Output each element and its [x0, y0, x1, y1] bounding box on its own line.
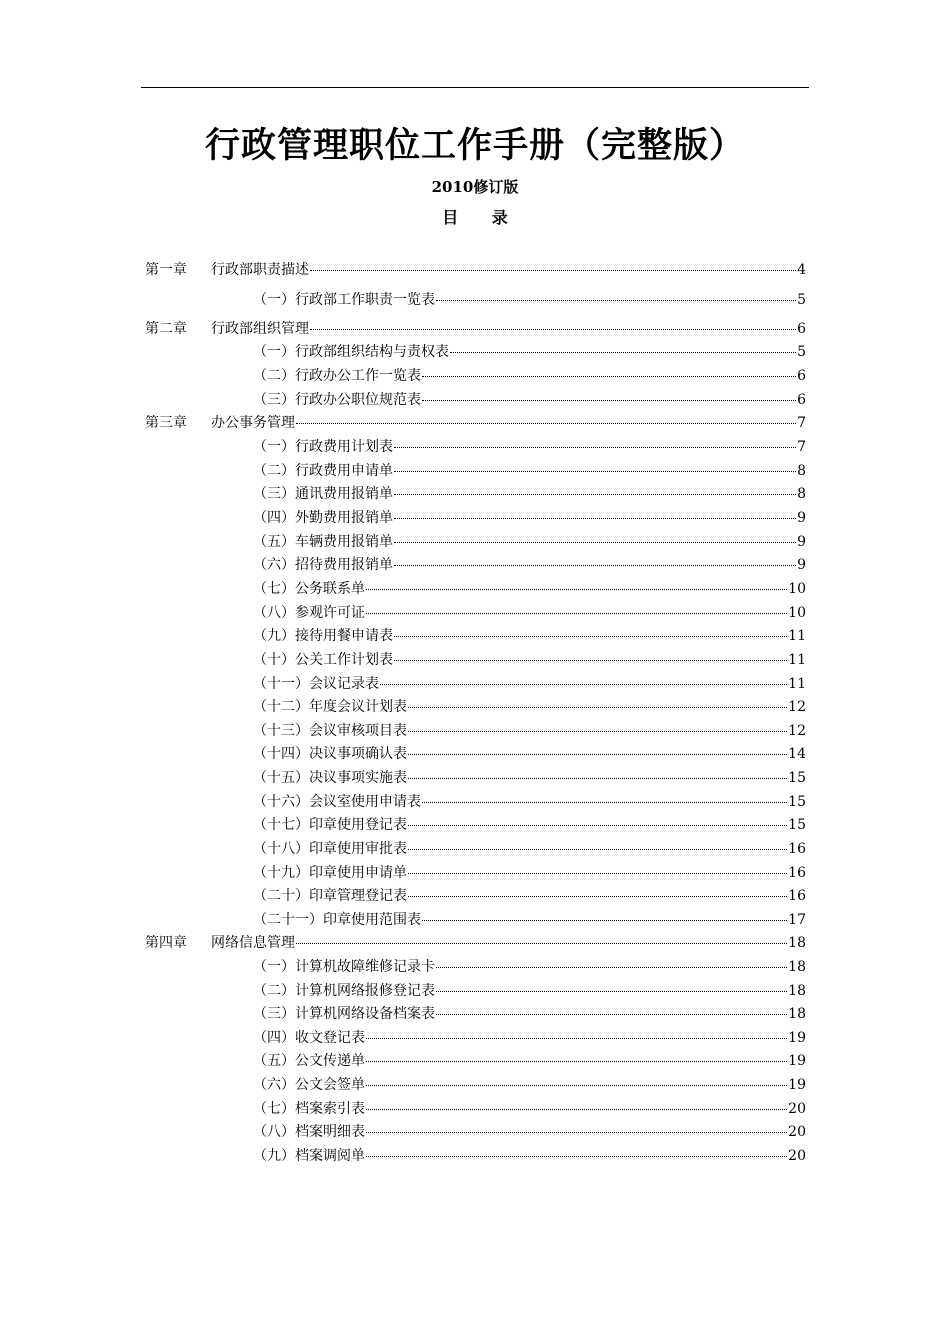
toc-page-number: 16 — [788, 841, 806, 857]
toc-dot-leader — [394, 542, 796, 543]
toc-entry-label: （二十一）印章使用范围表 — [253, 912, 421, 928]
toc-page-number: 15 — [788, 794, 806, 810]
toc-section-entry[interactable] — [253, 909, 806, 931]
toc-entry-label: （十八）印章使用审批表 — [253, 841, 407, 857]
toc-page-number: 17 — [788, 912, 806, 928]
toc-dot-leader — [408, 778, 787, 779]
toc-dot-leader — [422, 400, 796, 401]
toc-page-number: 6 — [797, 392, 806, 408]
toc-page-number: 14 — [788, 746, 806, 762]
toc-entry-label: （十三）会议审核项目表 — [253, 723, 407, 739]
toc-section-entry[interactable] — [253, 814, 806, 836]
toc-section-entry[interactable] — [253, 1074, 806, 1096]
toc-dot-leader — [408, 707, 787, 708]
toc-entry-label: （四）外勤费用报销单 — [253, 510, 393, 526]
toc-section-entry[interactable] — [253, 720, 806, 742]
toc-dot-leader — [366, 1085, 787, 1086]
toc-page-number: 20 — [788, 1101, 806, 1117]
toc-entry-label: （十九）印章使用申请单 — [253, 865, 407, 881]
toc-dot-leader — [408, 754, 787, 755]
toc-section-entry[interactable] — [253, 862, 806, 884]
toc-entry-label: （四）收文登记表 — [253, 1030, 365, 1046]
toc-dot-leader — [310, 329, 796, 330]
toc-entry-label: （七）档案索引表 — [253, 1101, 365, 1117]
toc-dot-leader — [450, 352, 796, 353]
toc-page-number: 18 — [788, 983, 806, 999]
toc-section-entry[interactable] — [253, 341, 806, 363]
document-subtitle: 2010修订版 — [431, 178, 519, 196]
toc-entry-label: （十四）决议事项确认表 — [253, 746, 407, 762]
toc-page-number: 12 — [788, 699, 806, 715]
toc-dot-leader — [436, 967, 787, 968]
toc-entry-label: （一）行政部组织结构与责权表 — [253, 344, 449, 360]
toc-section-entry[interactable] — [253, 289, 806, 311]
toc-dot-leader — [394, 660, 787, 661]
toc-entry-label: （九）接待用餐申请表 — [253, 628, 393, 644]
toc-entry-label: 行政部职责描述 — [211, 262, 309, 278]
toc-page-number: 5 — [797, 344, 806, 360]
toc-entry-label: （一）行政费用计划表 — [253, 439, 393, 455]
toc-dot-leader — [436, 300, 796, 301]
toc-section-entry[interactable] — [253, 436, 806, 458]
toc-dot-leader — [408, 896, 787, 897]
toc-entry-label: （九）档案调阅单 — [253, 1148, 365, 1164]
toc-section-entry[interactable] — [253, 1098, 806, 1120]
toc-dot-leader — [436, 991, 787, 992]
toc-page-number: 11 — [788, 652, 806, 668]
toc-page-number: 8 — [797, 463, 806, 479]
toc-dot-leader — [408, 825, 787, 826]
toc-dot-leader — [366, 589, 787, 590]
toc-dot-leader — [366, 1038, 787, 1039]
toc-entry-label: （三）通讯费用报销单 — [253, 486, 393, 502]
toc-chapter-entry[interactable] — [145, 318, 806, 340]
toc-page-number: 4 — [797, 262, 806, 278]
toc-section-entry[interactable] — [253, 673, 806, 695]
toc-section-entry[interactable] — [253, 980, 806, 1002]
toc-section-entry[interactable] — [253, 649, 806, 671]
toc-dot-leader — [310, 270, 796, 271]
toc-page-number: 6 — [797, 368, 806, 384]
toc-page-number: 9 — [797, 557, 806, 573]
toc-page-number: 7 — [797, 439, 806, 455]
toc-dot-leader — [394, 565, 796, 566]
toc-page-number: 18 — [788, 935, 806, 951]
toc-page-number: 20 — [788, 1148, 806, 1164]
toc-page-number: 6 — [797, 321, 806, 337]
toc-page-number: 18 — [788, 959, 806, 975]
toc-page-number: 16 — [788, 865, 806, 881]
toc-entry-label: （六）招待费用报销单 — [253, 557, 393, 573]
toc-entry-label: （十五）决议事项实施表 — [253, 770, 407, 786]
toc-entry-label: （五）公文传递单 — [253, 1053, 365, 1069]
toc-section-entry[interactable] — [253, 696, 806, 718]
toc-entry-label: （二）行政办公工作一览表 — [253, 368, 421, 384]
toc-dot-leader — [436, 1014, 787, 1015]
toc-dot-leader — [422, 376, 796, 377]
toc-section-entry[interactable] — [253, 507, 806, 529]
toc-page-number: 15 — [788, 770, 806, 786]
toc-dot-leader — [366, 1109, 787, 1110]
toc-section-entry[interactable] — [253, 956, 806, 978]
toc-page-number: 16 — [788, 888, 806, 904]
toc-section-entry[interactable] — [253, 885, 806, 907]
toc-entry-label: （二）计算机网络报修登记表 — [253, 983, 435, 999]
toc-dot-leader — [394, 471, 796, 472]
toc-entry-label: 办公事务管理 — [211, 415, 295, 431]
toc-section-entry[interactable] — [253, 767, 806, 789]
toc-dot-leader — [422, 920, 787, 921]
toc-dot-leader — [296, 423, 796, 424]
toc-section-entry[interactable] — [253, 365, 806, 387]
toc-section-entry[interactable] — [253, 1121, 806, 1143]
toc-entry-label: （一）行政部工作职责一览表 — [253, 292, 435, 308]
toc-dot-leader — [380, 684, 787, 685]
toc-section-entry[interactable] — [253, 1027, 806, 1049]
toc-chapter-entry[interactable] — [145, 932, 806, 954]
toc-dot-leader — [408, 849, 787, 850]
toc-page-number: 9 — [797, 510, 806, 526]
toc-page-number: 10 — [788, 581, 806, 597]
toc-section-entry[interactable] — [253, 838, 806, 860]
toc-heading: 目 录 — [442, 208, 522, 227]
toc-section-entry[interactable] — [253, 743, 806, 765]
toc-dot-leader — [422, 802, 787, 803]
toc-entry-label: （十六）会议室使用申请表 — [253, 794, 421, 810]
toc-page-number: 20 — [788, 1124, 806, 1140]
toc-chapter-number: 第四章 — [145, 935, 187, 951]
toc-entry-label: （五）车辆费用报销单 — [253, 534, 393, 550]
toc-section-entry[interactable] — [253, 1050, 806, 1072]
toc-page-number: 9 — [797, 534, 806, 550]
toc-dot-leader — [296, 943, 787, 944]
toc-dot-leader — [394, 494, 796, 495]
toc-page-number: 19 — [788, 1077, 806, 1093]
toc-page-number: 19 — [788, 1053, 806, 1069]
toc-entry-label: （三）计算机网络设备档案表 — [253, 1006, 435, 1022]
toc-dot-leader — [408, 873, 787, 874]
toc-page-number: 5 — [797, 292, 806, 308]
toc-dot-leader — [366, 1156, 787, 1157]
toc-dot-leader — [408, 731, 787, 732]
toc-entry-label: （三）行政办公职位规范表 — [253, 392, 421, 408]
toc-section-entry[interactable] — [253, 531, 806, 553]
toc-dot-leader — [366, 613, 787, 614]
toc-section-entry[interactable] — [253, 483, 806, 505]
toc-dot-leader — [394, 447, 796, 448]
toc-chapter-number: 第一章 — [145, 262, 187, 278]
toc-page-number: 12 — [788, 723, 806, 739]
toc-section-entry[interactable] — [253, 578, 806, 600]
toc-page-number: 15 — [788, 817, 806, 833]
toc-section-entry[interactable] — [253, 389, 806, 411]
toc-entry-label: （六）公文会签单 — [253, 1077, 365, 1093]
toc-dot-leader — [394, 518, 796, 519]
toc-page-number: 10 — [788, 605, 806, 621]
toc-entry-label: （一）计算机故障维修记录卡 — [253, 959, 435, 975]
toc-chapter-entry[interactable] — [145, 259, 806, 281]
toc-entry-label: （十七）印章使用登记表 — [253, 817, 407, 833]
toc-dot-leader — [366, 1061, 787, 1062]
toc-entry-label: （七）公务联系单 — [253, 581, 365, 597]
toc-page-number: 19 — [788, 1030, 806, 1046]
toc-section-entry[interactable] — [253, 460, 806, 482]
toc-page-number: 11 — [788, 628, 806, 644]
toc-section-entry[interactable] — [253, 625, 806, 647]
toc-chapter-entry[interactable] — [145, 412, 806, 434]
toc-page-number: 8 — [797, 486, 806, 502]
toc-entry-label: 网络信息管理 — [211, 935, 295, 951]
toc-chapter-number: 第二章 — [145, 321, 187, 337]
toc-chapter-number: 第三章 — [145, 415, 187, 431]
toc-page-number: 18 — [788, 1006, 806, 1022]
toc-dot-leader — [366, 1132, 787, 1133]
toc-section-entry[interactable] — [253, 602, 806, 624]
toc-page-number: 11 — [788, 676, 806, 692]
toc-section-entry[interactable] — [253, 1003, 806, 1025]
toc-section-entry[interactable] — [253, 1145, 806, 1167]
toc-page-number: 7 — [797, 415, 806, 431]
toc-entry-label: （八）参观许可证 — [253, 605, 365, 621]
toc-entry-label: （八）档案明细表 — [253, 1124, 365, 1140]
toc-entry-label: 行政部组织管理 — [211, 321, 309, 337]
toc-entry-label: （十二）年度会议计划表 — [253, 699, 407, 715]
toc-entry-label: （二十）印章管理登记表 — [253, 888, 407, 904]
toc-entry-label: （十一）会议记录表 — [253, 676, 379, 692]
toc-entry-label: （二）行政费用申请单 — [253, 463, 393, 479]
toc-section-entry[interactable] — [253, 554, 806, 576]
toc-dot-leader — [394, 636, 787, 637]
document-title: 行政管理职位工作手册（完整版） — [204, 126, 745, 166]
toc-section-entry[interactable] — [253, 791, 806, 813]
toc-entry-label: （十）公关工作计划表 — [253, 652, 393, 668]
